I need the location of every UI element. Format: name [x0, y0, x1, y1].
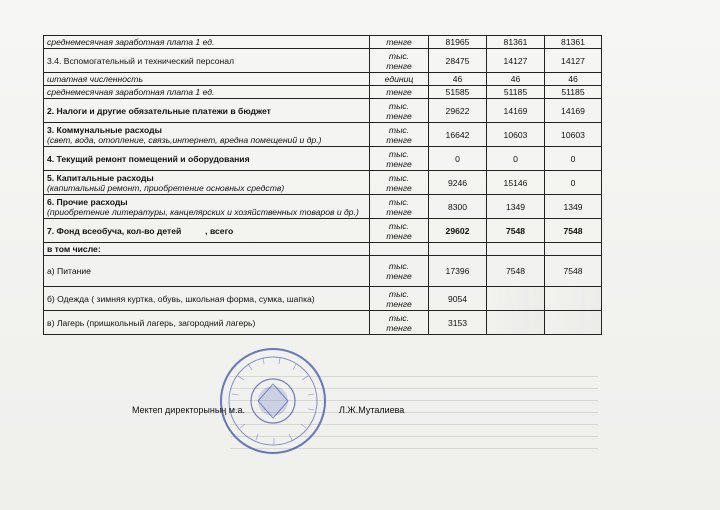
row-name: штатная численность: [44, 73, 370, 86]
row-name: среднемесячная заработная плата 1 ед.: [44, 86, 370, 99]
row-unit: тенге: [370, 36, 429, 49]
row-value-3: 46: [545, 73, 602, 86]
table-row: [44, 243, 602, 256]
row-value-3: 10603: [545, 123, 602, 147]
row-unit: тыс. тенге: [370, 123, 429, 147]
table-row: [44, 49, 602, 73]
row-name: среднемесячная заработная плата 1 ед.: [44, 36, 370, 49]
round-seal-stamp: [218, 346, 328, 456]
row-value-3: [545, 243, 602, 256]
signature-title: Мектеп директорының м.а.: [132, 405, 245, 415]
row-name: в том числе:: [44, 243, 370, 256]
row-value-1: 3153: [429, 311, 487, 335]
row-value-2: 0: [487, 147, 545, 171]
table-row: [44, 86, 602, 99]
row-value-3: 14169: [545, 99, 602, 123]
row-value-3: 51185: [545, 86, 602, 99]
row-value-2: 81361: [487, 36, 545, 49]
row-name: в) Лагерь (пришкольный лагерь, загородний лагерь): [44, 311, 370, 335]
row-value-1: 29622: [429, 99, 487, 123]
row-value-1: 46: [429, 73, 487, 86]
row-unit: тыс. тенге: [370, 256, 429, 287]
table-row: [44, 287, 602, 311]
row-value-3: 81361: [545, 36, 602, 49]
row-value-2: [487, 311, 545, 335]
table-row: [44, 147, 602, 171]
row-value-1: [429, 243, 487, 256]
table-row: [44, 195, 602, 219]
row-name: 3. Коммунальные расходы (свет, вода, отопление, связь,интернет, вредна помещений и др.): [44, 123, 370, 147]
table-row: [44, 36, 602, 49]
row-value-3: [545, 311, 602, 335]
table-row: [44, 123, 602, 147]
row-value-3: 1349: [545, 195, 602, 219]
table-row: [44, 256, 602, 287]
row-name: 7. Фонд всеобуча, кол-во детей , всего: [44, 219, 370, 243]
row-name: 3.4. Вспомогательный и технический персонал: [44, 49, 370, 73]
row-value-2: 10603: [487, 123, 545, 147]
table-row: [44, 99, 602, 123]
row-value-3: 14127: [545, 49, 602, 73]
row-unit: [370, 243, 429, 256]
row-value-1: 9054: [429, 287, 487, 311]
row-value-1: 29602: [429, 219, 487, 243]
row-value-1: 28475: [429, 49, 487, 73]
signature-name: Л.Ж.Муталиева: [339, 405, 405, 415]
row-value-3: [545, 287, 602, 311]
row-value-2: 14169: [487, 99, 545, 123]
table-row: [44, 219, 602, 243]
row-value-1: 8300: [429, 195, 487, 219]
row-unit: тыс. тенге: [370, 49, 429, 73]
row-unit: тыс. тенге: [370, 287, 429, 311]
row-name: 5. Капитальные расходы (капитальный ремонт, приобретение основных средств): [44, 171, 370, 195]
row-unit: тыс. тенге: [370, 171, 429, 195]
row-value-2: 14127: [487, 49, 545, 73]
row-name: 2. Налоги и другие обязательные платежи в бюджет: [44, 99, 370, 123]
row-value-2: 51185: [487, 86, 545, 99]
row-value-3: 7548: [545, 219, 602, 243]
row-value-2: 1349: [487, 195, 545, 219]
row-value-2: 46: [487, 73, 545, 86]
row-unit: тыс. тенге: [370, 311, 429, 335]
row-value-2: 7548: [487, 219, 545, 243]
row-name: 4. Текущий ремонт помещений и оборудования: [44, 147, 370, 171]
row-name: а) Питание: [44, 256, 370, 287]
row-value-1: 9246: [429, 171, 487, 195]
row-name: 6. Прочие расходы (приобретение литературы, канцелярских и хозяйственных товаров и др.): [44, 195, 370, 219]
budget-table: [43, 35, 602, 335]
row-unit: тенге: [370, 86, 429, 99]
row-value-3: 0: [545, 147, 602, 171]
row-value-1: 81965: [429, 36, 487, 49]
row-value-2: [487, 287, 545, 311]
table-row: [44, 311, 602, 335]
row-value-2: [487, 243, 545, 256]
table-row: [44, 73, 602, 86]
row-value-1: 16642: [429, 123, 487, 147]
row-value-2: 7548: [487, 256, 545, 287]
row-unit: тыс. тенге: [370, 195, 429, 219]
row-unit: тыс. тенге: [370, 99, 429, 123]
row-value-1: 17396: [429, 256, 487, 287]
row-value-1: 51585: [429, 86, 487, 99]
table-row: [44, 171, 602, 195]
row-value-1: 0: [429, 147, 487, 171]
row-name: б) Одежда ( зимняя куртка, обувь, школьная форма, сумка, шапка): [44, 287, 370, 311]
row-unit: тыс. тенге: [370, 147, 429, 171]
row-value-2: 15146: [487, 171, 545, 195]
row-value-3: 0: [545, 171, 602, 195]
row-unit: единиц: [370, 73, 429, 86]
row-unit: тыс. тенге: [370, 219, 429, 243]
row-value-3: 7548: [545, 256, 602, 287]
